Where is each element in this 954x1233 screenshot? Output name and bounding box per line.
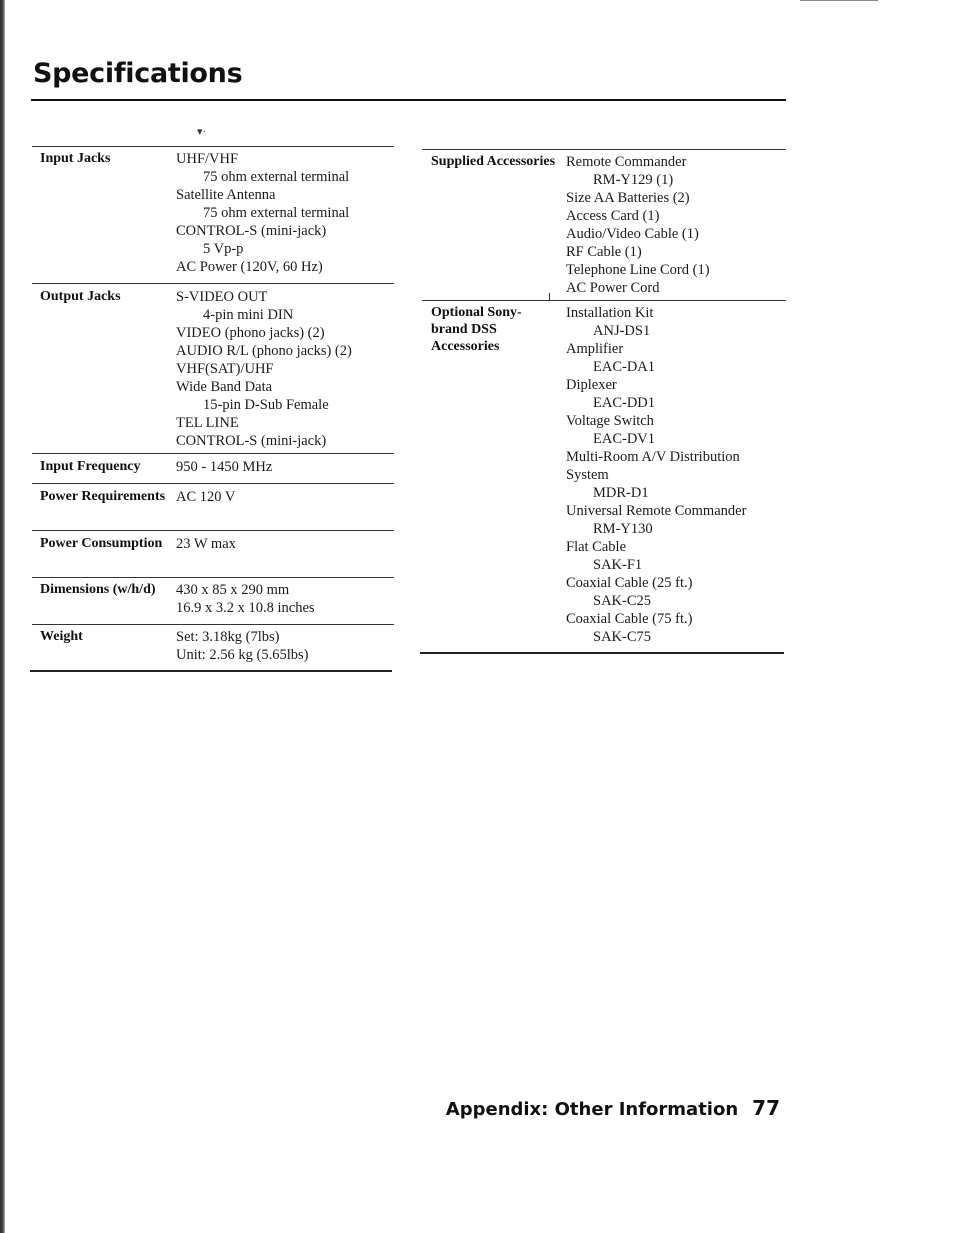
spec-values — [566, 304, 746, 646]
spec-value: 4-pin mini DIN — [203, 307, 294, 323]
scan-edge — [0, 0, 5, 1233]
scan-speck: ▾· — [197, 126, 207, 138]
row-divider — [422, 149, 786, 150]
spec-value: 75 ohm external terminal — [203, 205, 350, 221]
spec-value: Wide Band Data — [176, 379, 273, 395]
spec-value: Flat Cable — [566, 539, 627, 555]
spec-value: 5 Vp-p — [203, 241, 244, 257]
spec-value: VHF(SAT)/UHF — [176, 361, 274, 377]
page-number: 77 — [752, 1096, 780, 1120]
spec-value: UHF/VHF — [176, 151, 239, 167]
spec-value: S-VIDEO OUT — [176, 289, 268, 305]
spec-value: RM-Y130 — [593, 521, 653, 537]
spec-value: Audio/Video Cable (1) — [566, 226, 699, 242]
spec-values — [176, 288, 352, 450]
page-footer — [446, 1096, 780, 1120]
spec-values — [176, 535, 236, 553]
spec-label: Dimensions (w/h/d) — [40, 582, 156, 597]
spec-value: Remote Commander — [566, 154, 687, 170]
row-divider — [32, 453, 394, 454]
spec-value: Diplexer — [566, 377, 617, 393]
row-divider — [32, 577, 394, 578]
footer-section: Appendix: Other Information — [445, 1099, 739, 1120]
spec-value: Satellite Antenna — [176, 187, 276, 203]
spec-label: Supplied Accessories — [431, 154, 556, 169]
spec-label: Input Jacks — [40, 151, 111, 166]
scan-mark — [800, 0, 878, 1]
spec-value: Coaxial Cable (25 ft.) — [566, 575, 693, 591]
spec-value: EAC-DD1 — [593, 395, 656, 411]
spec-value: TEL LINE — [176, 415, 239, 431]
spec-values — [176, 458, 272, 476]
spec-value: Access Card (1) — [566, 208, 660, 224]
row-divider — [32, 530, 394, 531]
spec-value: 950 - 1450 MHz — [176, 459, 273, 475]
spec-label: Output Jacks — [40, 289, 121, 304]
spec-value: Set: 3.18kg (7lbs) — [176, 629, 280, 645]
spec-value: ANJ-DS1 — [593, 323, 651, 339]
spec-value: MDR-D1 — [593, 485, 649, 501]
spec-value: 430 x 85 x 290 mm — [176, 582, 290, 598]
spec-value: AC Power Cord — [566, 280, 660, 296]
spec-value: SAK-C75 — [593, 629, 652, 645]
spec-values — [176, 488, 235, 506]
spec-values — [566, 153, 710, 297]
spec-value: 15-pin D-Sub Female — [203, 397, 329, 413]
spec-value: Size AA Batteries (2) — [566, 190, 690, 206]
spec-label: Power Requirements — [40, 489, 166, 504]
spec-values — [176, 581, 315, 617]
row-divider — [32, 283, 394, 284]
spec-value: 16.9 x 3.2 x 10.8 inches — [176, 600, 315, 616]
spec-value: AC Power (120V, 60 Hz) — [176, 259, 323, 275]
spec-value: Coaxial Cable (75 ft.) — [566, 611, 693, 627]
spec-value: AC 120 V — [176, 489, 236, 505]
spec-value: SAK-F1 — [593, 557, 643, 573]
spec-label: Power Consumption — [40, 536, 163, 551]
page-title: Specifications — [33, 58, 243, 89]
row-divider — [32, 624, 394, 625]
spec-value: 75 ohm external terminal — [203, 169, 350, 185]
spec-value: System — [566, 467, 609, 483]
spec-value: EAC-DA1 — [593, 359, 656, 375]
table-end-rule — [30, 670, 392, 672]
spec-value: CONTROL-S (mini-jack) — [176, 433, 327, 449]
spec-value: Multi-Room A/V Distribution — [566, 449, 740, 465]
spec-value: Voltage Switch — [566, 413, 654, 429]
spec-value: VIDEO (phono jacks) (2) — [176, 325, 325, 341]
spec-value: Installation Kit — [566, 305, 654, 321]
divider-tick — [549, 293, 550, 301]
row-divider — [422, 300, 786, 301]
spec-label: Input Frequency — [40, 459, 141, 474]
spec-value: 23 W max — [176, 536, 236, 552]
spec-value: AUDIO R/L (phono jacks) (2) — [176, 343, 352, 359]
spec-value: Universal Remote Commander — [566, 503, 747, 519]
spec-label: Optional Sony-brand DSS Accessories — [431, 305, 522, 354]
row-divider — [32, 146, 394, 147]
spec-value: Telephone Line Cord (1) — [566, 262, 710, 278]
spec-value: CONTROL-S (mini-jack) — [176, 223, 327, 239]
table-end-rule — [420, 652, 784, 654]
row-divider — [32, 483, 394, 484]
spec-value: SAK-C25 — [593, 593, 652, 609]
spec-values — [176, 628, 309, 664]
spec-values — [176, 150, 349, 276]
spec-value: RF Cable (1) — [566, 244, 642, 260]
spec-value: EAC-DV1 — [593, 431, 656, 447]
spec-label: Weight — [40, 629, 83, 644]
title-rule — [31, 99, 786, 101]
spec-value: RM-Y129 (1) — [593, 172, 674, 188]
spec-value: Amplifier — [566, 341, 624, 357]
spec-value: Unit: 2.56 kg (5.65lbs) — [176, 647, 309, 663]
